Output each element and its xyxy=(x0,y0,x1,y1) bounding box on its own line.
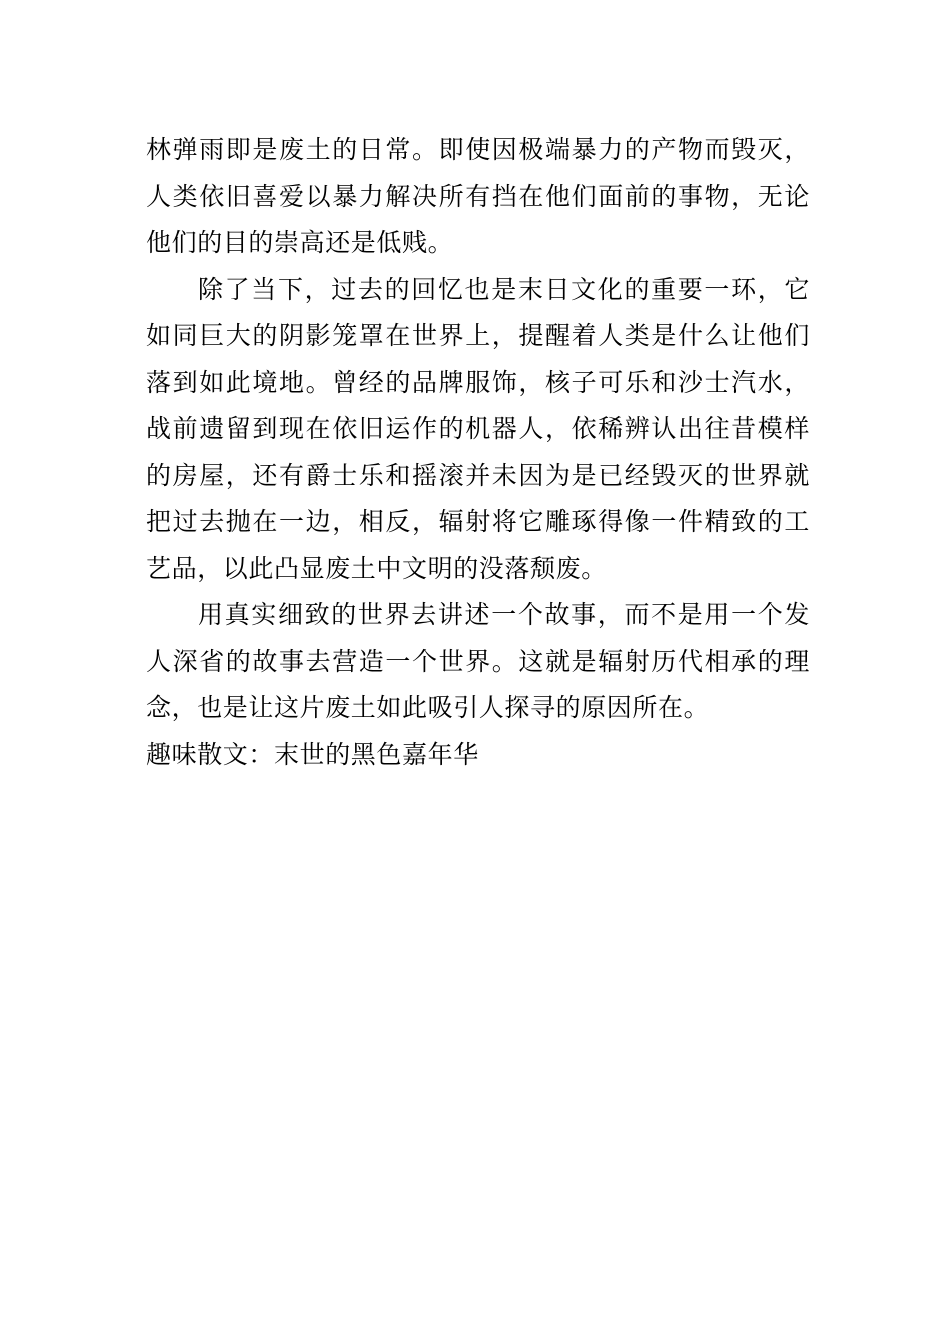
text-line: 用真实细致的世界去讲述一个故事，而不是用一个发 xyxy=(198,600,810,629)
text-line: 人深省的故事去营造一个世界。这就是辐射历代相承的理 xyxy=(146,646,810,676)
text-line: 林弹雨即是废土的日常。即使因极端暴力的产物而毁灭， xyxy=(146,135,810,164)
paragraph xyxy=(146,267,810,593)
document-body xyxy=(146,127,810,778)
text-line: 除了当下，过去的回忆也是末日文化的重要一环，它 xyxy=(198,274,810,304)
paragraph xyxy=(146,592,810,732)
text-line: 如同巨大的阴影笼罩在世界上，提醒着人类是什么让他们 xyxy=(146,321,810,350)
text-line: 落到如此境地。曾经的品牌服饰，核子可乐和沙士汽水， xyxy=(146,367,810,397)
text-line: 的房屋，还有爵士乐和摇滚并未因为是已经毁灭的世界就 xyxy=(146,460,810,490)
paragraph xyxy=(146,127,810,267)
text-line: 艺品，以此凸显废土中文明的没落颓废。 xyxy=(146,553,607,583)
text-line: 念，也是让这片废土如此吸引人探寻的原因所在。 xyxy=(146,693,710,722)
section-title: 趣味散文：末世的黑色嘉年华 xyxy=(146,739,479,769)
text-line: 他们的目的崇高还是低贱。 xyxy=(146,228,454,257)
text-line: 战前遗留到现在依旧运作的机器人，依稀辨认出往昔模样 xyxy=(146,414,810,443)
text-line: 人类依旧喜爱以暴力解决所有挡在他们面前的事物，无论 xyxy=(146,181,810,211)
text-line: 把过去抛在一边，相反，辐射将它雕琢得像一件精致的工 xyxy=(146,507,810,536)
